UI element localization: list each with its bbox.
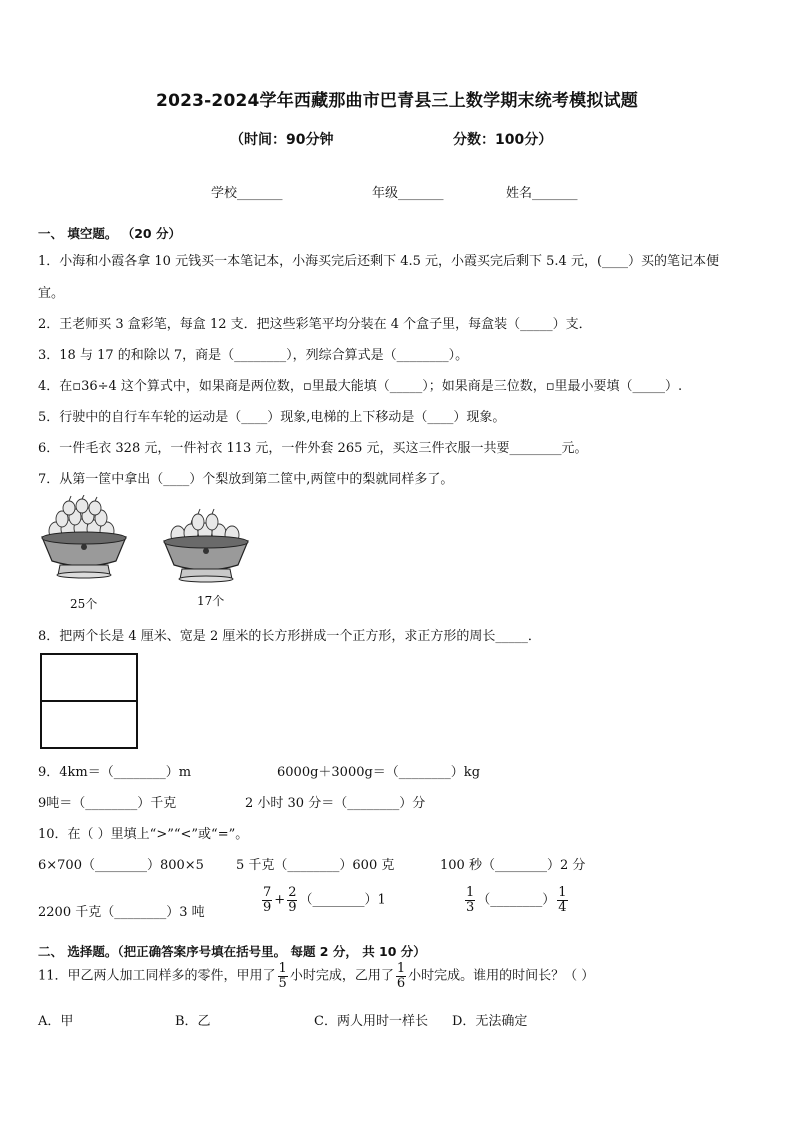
numerator: 1 [396, 961, 406, 976]
question-1-line1: 1．小海和小霞各拿 10 元钱买一本笔记本，小海买完后还剩下 4.5 元，小霞买完后剩下 5.4 元，(____）买的笔记本便 [38, 254, 720, 269]
option-a: A．甲 [38, 1014, 74, 1029]
exam-score: 分数：100分） [453, 132, 553, 148]
question-6: 6．一件毛衣 328 元，一件衬衣 113 元，一件外套 265 元，买这三件衣服一共要________元。 [38, 441, 588, 456]
question-3: 3．18 与 17 的和除以 7，商是（________），列综合算式是（________）。 [38, 348, 469, 363]
page-title: 2023-2024学年西藏那曲市巴青县三上数学期末统考模拟试题 [156, 91, 638, 111]
exam-time: （时间：90分钟 [230, 132, 334, 148]
basket-2-caption: 17个 [197, 594, 225, 608]
numerator: 7 [263, 885, 272, 900]
question-10-f [463, 886, 570, 914]
question-10-b: 5 千克（________）600 克 [236, 858, 395, 873]
question-1-line2: 宜。 [38, 286, 65, 301]
compare-blank: （________）1 [299, 892, 386, 908]
fraction [287, 886, 297, 914]
denominator: 6 [396, 975, 406, 991]
option-d: D．无法确定 [452, 1014, 528, 1029]
denominator: 3 [466, 899, 475, 915]
basket-2-illustration [160, 505, 252, 591]
denominator: 9 [263, 899, 272, 915]
plus-sign: + [274, 892, 286, 908]
question-2: 2．王老师买 3 盒彩笔，每盒 12 支．把这些彩笔平均分装在 4 个盒子里，每盒装（_____）支． [38, 317, 592, 332]
name-field: 姓名_______ [506, 186, 578, 201]
option-b: B．乙 [175, 1014, 211, 1029]
section2-heading: 二、 选择题。（把正确答案序号填在括号里。 每题 2 分， 共 10 分） [38, 944, 426, 959]
numerator: 1 [558, 885, 567, 900]
question-10-c: 100 秒（________）2 分 [440, 858, 586, 873]
question-7: 7．从第一筐中拿出（____）个梨放到第二筐中,两筐中的梨就同样多了。 [38, 472, 454, 487]
rectangles-diagram [40, 653, 140, 750]
fraction [557, 886, 567, 914]
denominator: 9 [288, 899, 297, 915]
grade-field: 年级_______ [372, 186, 444, 201]
question-10: 10．在（ ）里填上“>”“<”或“=”。 [38, 827, 249, 842]
question-9-a: 9．4km＝（________）m [38, 765, 192, 780]
question-11-part1: 11．甲乙两人加工同样多的零件，甲用了 [38, 968, 276, 984]
numerator: 1 [466, 885, 475, 900]
numerator: 1 [278, 961, 287, 976]
question-10-a: 6×700（________）800×5 [38, 858, 204, 873]
fraction [465, 886, 475, 914]
question-9-b: 6000g＋3000g＝（________）kg [277, 765, 481, 780]
fraction [278, 962, 288, 990]
question-4: 4．在▫36÷4 这个算式中，如果商是两位数，▫里最大能填（_____）；如果商是三位数，▫里最小要填（_____）. [38, 379, 683, 394]
question-5: 5．行驶中的自行车车轮的运动是（____）现象,电梯的上下移动是（____）现象。 [38, 410, 506, 425]
school-field: 学校_______ [211, 186, 283, 201]
denominator: 5 [278, 975, 287, 991]
section1-heading: 一、 填空题。 （20 分） [38, 226, 181, 241]
question-11-part3: 小时完成。谁用的时间长？（ ） [408, 968, 595, 984]
fraction [396, 962, 406, 990]
denominator: 4 [558, 899, 567, 915]
question-9-d: 2 小时 30 分＝（________）分 [245, 796, 426, 811]
fraction [262, 886, 272, 914]
compare-blank: （________） [477, 892, 556, 908]
question-11-part2: 小时完成，乙用了 [289, 968, 394, 984]
question-8: 8．把两个长是 4 厘米、宽是 2 厘米的长方形拼成一个正方形，求正方形的周长_____． [38, 629, 541, 644]
basket-1-caption: 25个 [70, 597, 98, 611]
basket-1-illustration [38, 495, 130, 591]
question-11 [38, 962, 594, 990]
question-9-c: 9吨＝（________）千克 [38, 796, 177, 811]
option-c: C．两人用时一样长 [314, 1014, 428, 1029]
question-10-d: 2200 千克（________）3 吨 [38, 905, 205, 920]
question-10-e [260, 886, 386, 914]
numerator: 2 [288, 885, 297, 900]
